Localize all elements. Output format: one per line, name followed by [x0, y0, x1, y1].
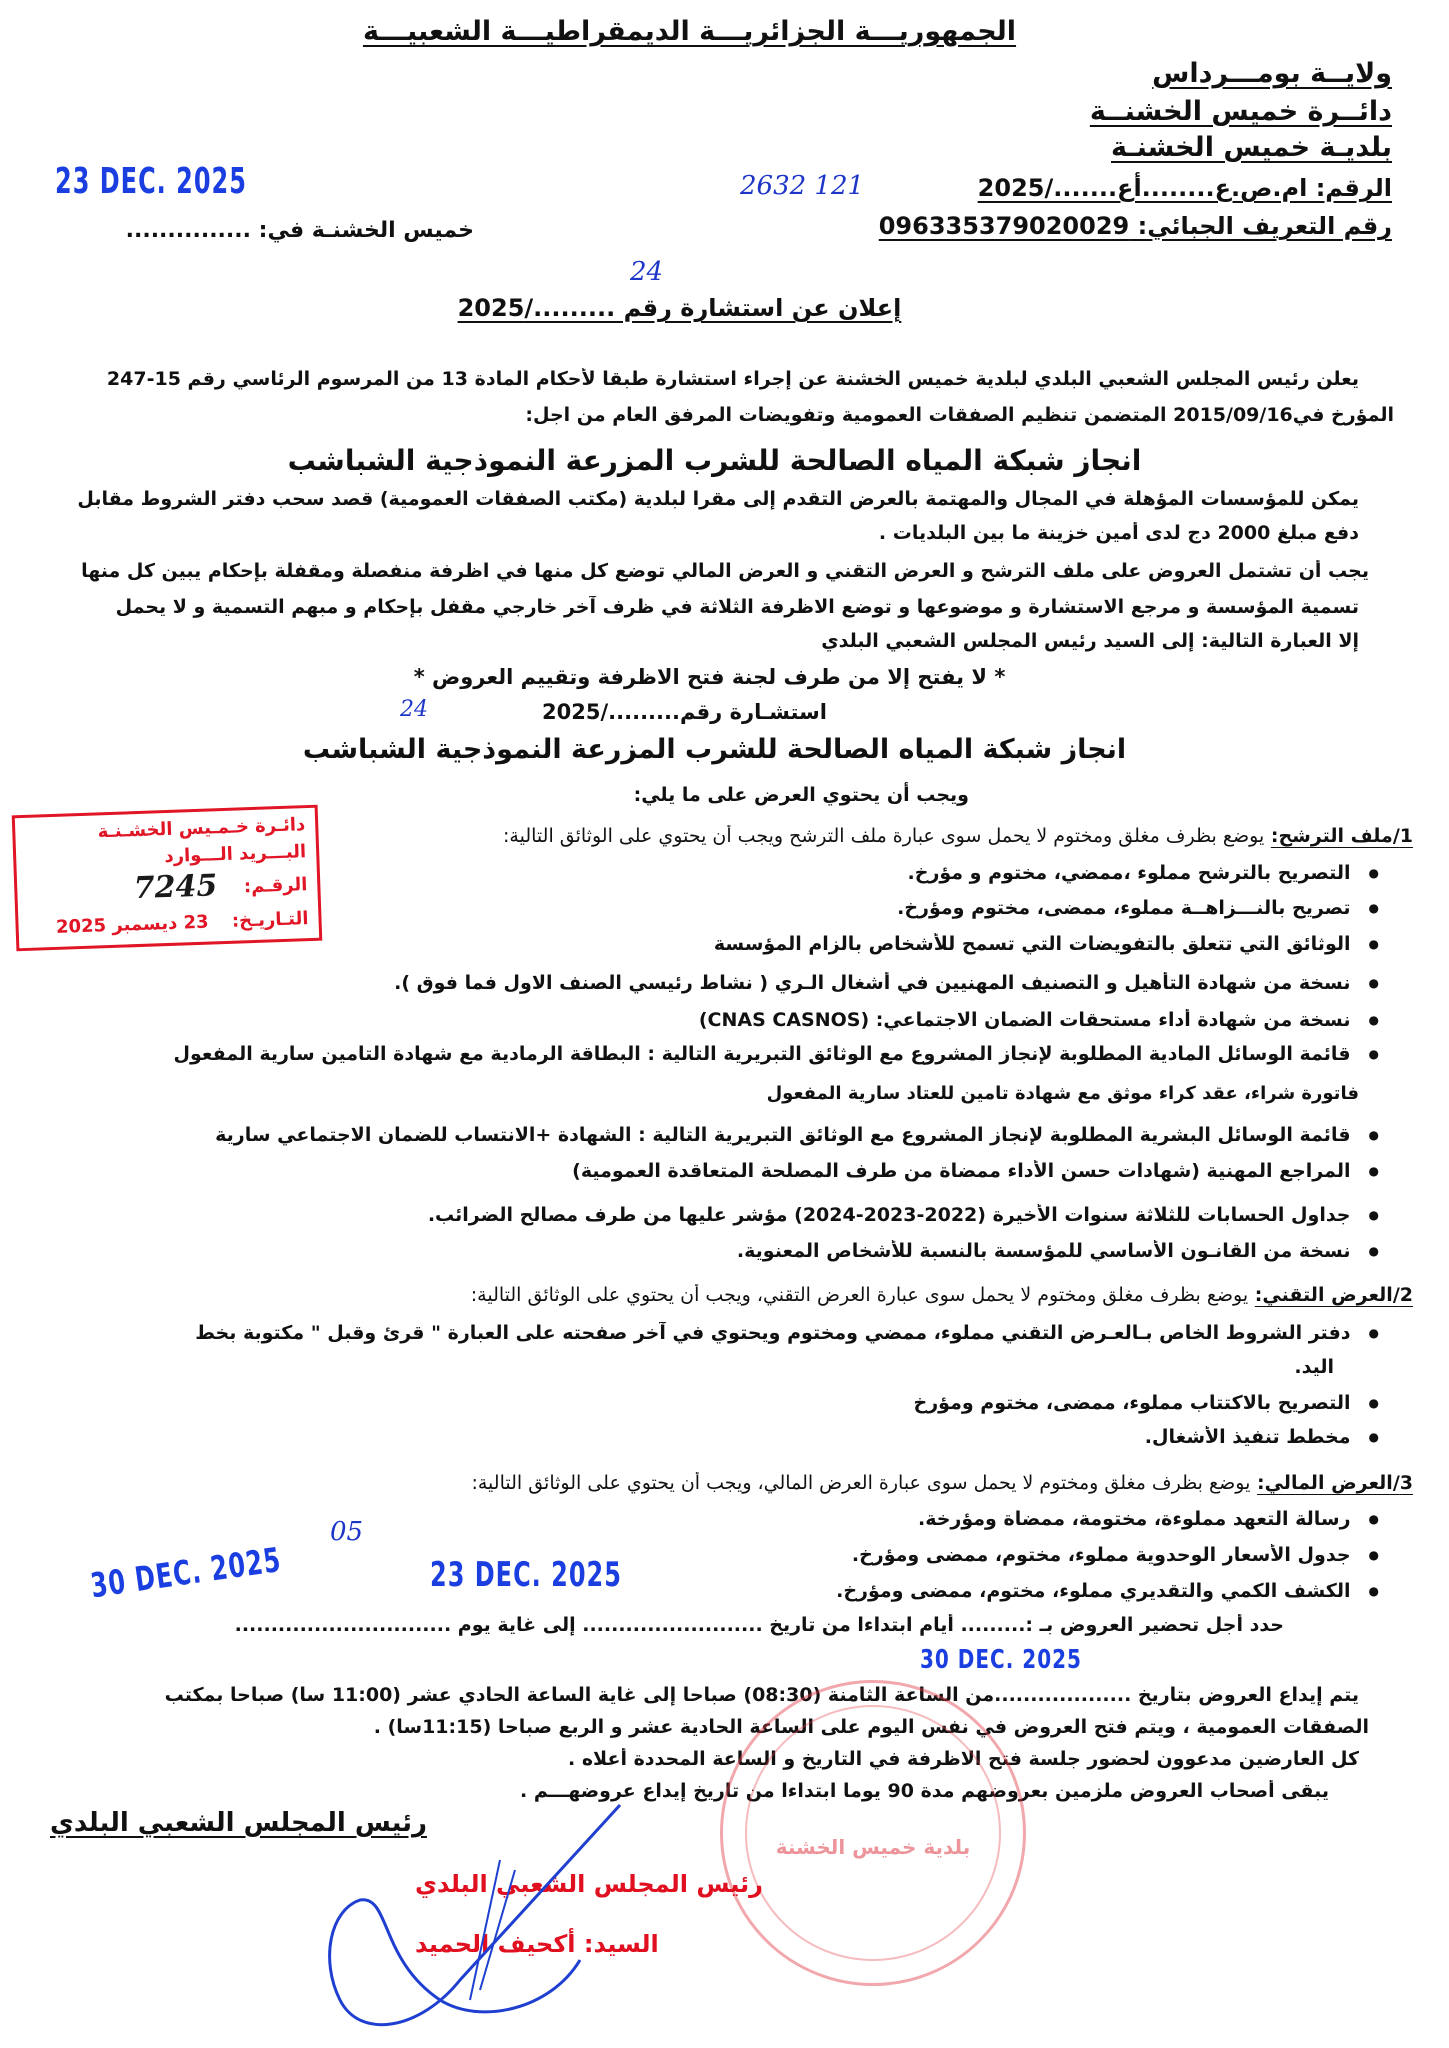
- candidacy-item: ● تصريح بالنـــزاهــة مملوء، ممضى، مختوم ومؤرخ.: [819, 897, 1379, 920]
- seal-text: بلدية خميس الخشنة: [775, 1835, 971, 1859]
- candidacy-text: يوضع بظرف مغلق ومختوم لا يحمل سوى عبارة ملف الترشح ويجب أن يحتوي على الوثائق التالية:: [503, 825, 1265, 847]
- validity-line: يبقى أصحاب العروض ملزمين بعروضهم مدة 90 يوما ابتداءا من تاريخ إيداع عروضهـــم .: [520, 1780, 1329, 1802]
- candidacy-heading: [333, 825, 1413, 848]
- financial-item: ● الكشف الكمي والتقديري مملوء، مختوم، ممضى ومؤرخ.: [789, 1580, 1379, 1603]
- candidacy-item: ● المراجع المهنية (شهادات حسن الأداء ممضاة من طرف المصلحة المتعاقدة العمومية): [509, 1160, 1379, 1183]
- candidacy-item: ● نسخة من شهادة أداء مستحقات الضمان الاجتماعي: (CNAS CASNOS): [469, 1009, 1379, 1032]
- body-line-2: دفع مبلغ 2000 دج لدى أمين خزينة ما بين البلديات .: [878, 522, 1359, 544]
- intro-line-2: المؤرخ في2015/09/16 المتضمن تنظيم الصفقات العمومية وتفويضات المرفق العام من اجل:: [525, 404, 1394, 426]
- registry-stamp-line2: البـــريد الـــوارد: [164, 841, 307, 868]
- start-date-stamp: 23 DEC. 2025: [430, 1555, 622, 1595]
- signature-stamp-title: رئيس المجلس الشعبي البلدي: [415, 1870, 763, 1898]
- body-line-5: إلا العبارة التالية: إلى السيد رئيس المجلس الشعبي البلدي: [821, 630, 1359, 652]
- candidacy-item: ● قائمة الوسائل البشرية المطلوبة لإنجاز المشروع مع الوثائق التبريرية التالية : الشهادة +الانتساب للضمان الاجتماعي سارية: [39, 1124, 1379, 1147]
- financial-item: ● جدول الأسعار الوحدوية مملوء، مختوم، ممضى ومؤرخ.: [789, 1544, 1379, 1567]
- reference-handwritten: 2632 121: [740, 171, 865, 201]
- candidacy-item: ● نسخة من شهادة التأهيل و التصنيف المهنيين في أشغال الـري ( نشاط رئيسي الصنف الاول فما فوق ).: [249, 972, 1379, 995]
- registry-stamp: [12, 805, 323, 952]
- financial-title: 3/العرض المالي:: [1256, 1472, 1413, 1494]
- technical-item: ● التصريح بالاكتتاب مملوء، ممضى، مختوم ومؤرخ: [819, 1392, 1379, 1415]
- financial-text: يوضع بظرف مغلق ومختوم لا يحمل سوى عبارة العرض المالي، ويجب أن يحتوي على الوثائق التالية:: [471, 1472, 1251, 1494]
- end-date-stamp: 30 DEC. 2025: [88, 1540, 284, 1606]
- baladiya: بلديـة خميس الخشنـة: [1111, 132, 1392, 163]
- technical-text: يوضع بظرف مغلق ومختوم لا يحمل سوى عبارة العرض التقني، ويجب أن يحتوي على الوثائق التالية:: [470, 1284, 1249, 1306]
- registry-stamp-line1: دائـرة خـمـيس الخشـنـة: [97, 814, 306, 843]
- daira: دائــرة خميس الخشنــة: [1089, 96, 1392, 127]
- candidacy-item: ● قائمة الوسائل المادية المطلوبة لإنجاز المشروع مع الوثائق التبريرية التالية : البطاقة الرمادية مع شهادة التامين سارية المفعول: [39, 1043, 1379, 1066]
- deposit-line-2: الصفقات العمومية ، ويتم فتح العروض في نفس اليوم على الساعة الحادية عشر و الربع صباحا (11:15سا) .: [373, 1716, 1369, 1738]
- announcement-title: إعلان عن استشارة رقم ........./2025: [457, 294, 902, 322]
- registry-date: 23 ديسمبر 2025: [55, 911, 209, 938]
- candidacy-item: ● التصريح بالترشح مملوء ،ممضي، مختوم و مؤرخ.: [819, 862, 1379, 885]
- financial-item: ● رسالة التعهد مملوءة، مختومة، ممضاة ومؤرخة.: [799, 1508, 1379, 1531]
- deposit-line-1: يتم إيداع العروض بتاريخ ...................من الساعة الثامنة (08:30) صباحا إلى غاية الساعة الحادي عشر (11:00 سا) صباحا بمكتب: [164, 1684, 1359, 1706]
- intro-line-1: يعلن رئيس المجلس الشعبي البلدي لبلدية خميس الخشنة عن إجراء استشارة طبقا لأحكام المادة 13 من المرسوم الرئاسي رقم 15-247: [106, 368, 1359, 390]
- signature-title: رئيس المجلس الشعبي البلدي: [50, 1808, 427, 1838]
- envelope-number-handwritten: 24: [400, 697, 428, 722]
- place-date: خميس الخشنـة في: ...............: [125, 218, 474, 243]
- wilaya: ولايــة بومـــرداس: [1152, 58, 1392, 89]
- envelope-consultation: استشـارة رقم........./2025: [542, 700, 827, 724]
- date-stamp: 23 DEC. 2025: [55, 159, 247, 202]
- prep-days-handwritten: 05: [330, 1517, 364, 1547]
- candidacy-title: 1/ملف الترشح:: [1270, 825, 1413, 847]
- deposit-date-stamp: 30 DEC. 2025: [920, 1643, 1082, 1675]
- envelope-project-title: انجاز شبكة المياه الصالحة للشرب المزرعة النموذجية الشباشب: [302, 734, 1127, 765]
- tax-id: [879, 212, 1392, 241]
- registry-stamp-line4: التـاريـخ:: [231, 908, 309, 932]
- reference-number: الرقم: ام.ص.ع........أع......./2025: [977, 174, 1392, 202]
- must-contain: ويجب أن يحتوي العرض على ما يلي:: [633, 784, 969, 806]
- financial-heading: [283, 1472, 1413, 1495]
- envelope-warning: * لا يفتح إلا من طرف لجنة فتح الاظرفة وتقييم العروض *: [413, 665, 1006, 689]
- registry-stamp-line3: الرقـم:: [243, 874, 308, 898]
- tax-id-value: 096335379020029: [878, 212, 1130, 240]
- project-title: انجاز شبكة المياه الصالحة للشرب المزرعة النموذجية الشباشب: [287, 444, 1142, 477]
- official-seal: [720, 1680, 1026, 1986]
- candidacy-item: ● جداول الحسابات للثلاثة سنوات الأخيرة (2022-2023-2024) مؤشر عليها من طرف مصالح الضرائب.: [379, 1204, 1379, 1227]
- technical-item: ● دفتر الشروط الخاص بـالعـرض التقني مملوء، ممضي ومختوم ويحتوي في آخر صفحته على العبارة " قرئ وقبل " مكتوبة بخط: [0, 1322, 1379, 1345]
- technical-item: ● مخطط تنفيذ الأشغال.: [1079, 1426, 1379, 1449]
- technical-item-cont: اليد.: [1294, 1356, 1334, 1378]
- body-line-3: يجب أن تشتمل العروض على ملف الترشح و العرض التقني و العرض المالي توضع كل منها في اظرفة منفصلة ومقفلة بإحكام يبين كل منها: [81, 560, 1369, 582]
- body-line-1: يمكن للمؤسسات المؤهلة في المجال والمهتمة بالعرض التقدم إلى مقرا لبلدية (مكتب الصفقات العمومية) قصد سحب دفتر الشروط مقابل: [77, 488, 1359, 510]
- handwritten-signature: [300, 1800, 640, 2040]
- registry-number-handwritten: 7245: [133, 868, 218, 907]
- announcement-number-handwritten: 24: [630, 257, 664, 287]
- candidacy-item: ● الوثائق التي تتعلق بالتفويضات التي تسمح للأشخاص بالزام المؤسسة: [699, 933, 1379, 956]
- candidacy-item: ● نسخة من القانـون الأساسي للمؤسسة بالنسبة للأشخاص المعنوية.: [579, 1240, 1379, 1263]
- technical-title: 2/العرض التقني:: [1254, 1284, 1413, 1306]
- technical-heading: [283, 1284, 1413, 1307]
- prep-deadline: حدد أجل تحضير العروض بـ :......... أيام ابتداءا من تاريخ ......................... إلى غاية يوم ..............................: [234, 1614, 1284, 1636]
- body-line-4: تسمية المؤسسة و مرجع الاستشارة و موضوعها و توضع الاظرفة الثلاثة في ظرف آخر خارجي مقفل بإحكام و مبهم التسمية و لا يحمل: [115, 596, 1359, 618]
- tax-id-label: رقم التعريف الجبائي:: [1137, 212, 1392, 240]
- republic-title: الجمهوريـــة الجزائريـــة الديمقراطيـــة الشعبيـــة: [362, 16, 1017, 47]
- signature-stamp-name: السيد: أكحيف الحميد: [415, 1930, 659, 1958]
- candidacy-continuation: فاتورة شراء، عقد كراء موثق مع شهادة تامين للعتاد سارية المفعول: [766, 1083, 1359, 1104]
- invite-line: كل العارضين مدعوون لحضور جلسة فتح الاظرفة في التاريخ و الساعة المحددة أعلاه .: [567, 1748, 1359, 1770]
